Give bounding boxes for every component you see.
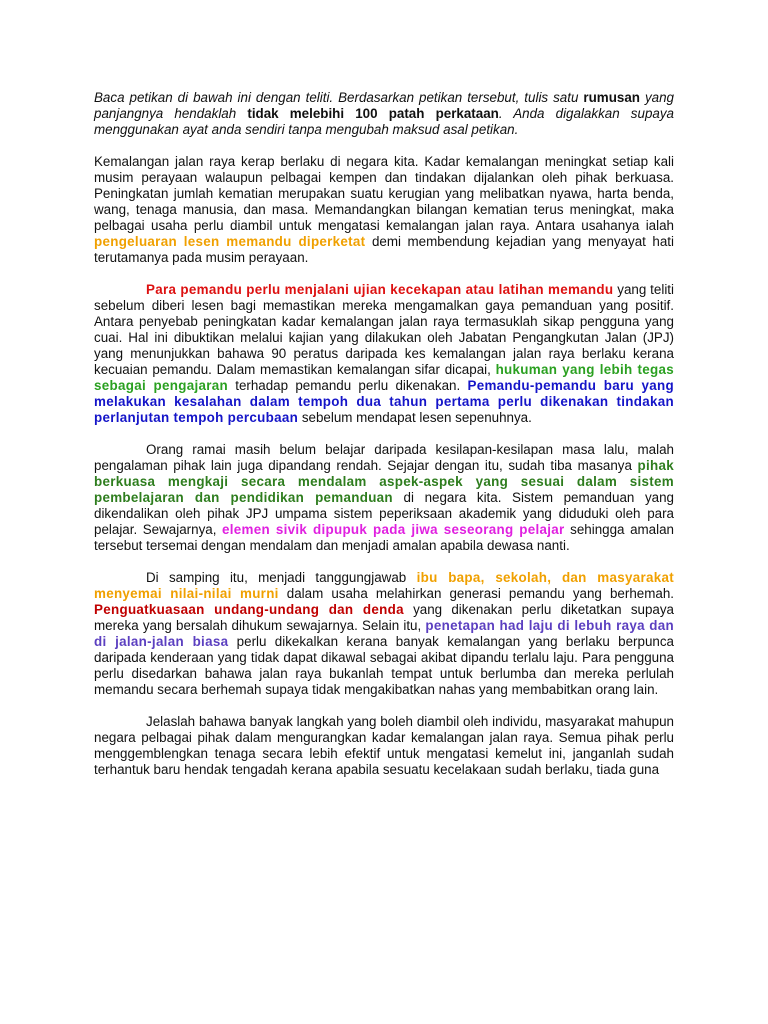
passage-text: Jelaslah bahawa banyak langkah yang boleh diambil oleh individu, masyarakat mahupun negara pelbagai pihak dalam mengurangkan kadar kemalangan jalan raya. Semua pihak perlu menggemblengkan tenaga secara lebih efektif untuk mengatasi kemelut ini, janganlah sudah terhantuk baru hendak tengadah kerana apabila sesuatu kecelakaan sudah berlaku, tiada guna xyxy=(94,714,674,777)
passage-text: sehingga amalan tersebut tersemai dengan mendalam dan menjadi amalan apabila dewasa nanti. xyxy=(94,522,674,553)
instruction-emphasis: tidak melebihi 100 patah perkataan xyxy=(247,106,499,121)
passage-text: dalam usaha melahirkan generasi pemandu yang berhemah. xyxy=(278,586,674,601)
highlighted-key-point: ibu bapa, sekolah, dan masyarakat menyemai nilai-nilai murni xyxy=(94,570,675,601)
passage-text: yang dikenakan perlu diketatkan supaya mereka yang bersalah dihukum sewajarnya. Selain itu, xyxy=(94,602,675,633)
instructions-paragraph xyxy=(94,90,674,138)
highlighted-key-point: pihak berkuasa mengkaji secara mendalam aspek-aspek yang sesuai dalam sistem pembelajaran dan pendidikan pemanduan xyxy=(94,458,674,505)
instruction-text: . Anda digalakkan supaya menggunakan ayat anda sendiri tanpa mengubah maksud asal petikan. xyxy=(94,106,674,137)
passage-text: terhadap pemandu perlu dikenakan. xyxy=(227,378,468,393)
passage-text: Di samping itu, menjadi tanggungjawab xyxy=(146,570,417,585)
passage-paragraph-2 xyxy=(94,282,674,426)
highlighted-key-point: hukuman yang lebih tegas sebagai pengajaran xyxy=(94,362,674,393)
instruction-emphasis: rumusan xyxy=(583,90,640,105)
highlighted-key-point: penetapan had laju di lebuh raya dan di jalan-jalan biasa xyxy=(94,618,675,649)
passage-text: Orang ramai masih belum belajar daripada kesilapan-kesilapan masa lalu, malah pengalaman pihak lain juga dipandang rendah. Sejajar dengan itu, sudah tiba masanya xyxy=(94,442,674,473)
passage-paragraph-3 xyxy=(94,442,674,554)
passage-paragraph-4 xyxy=(94,570,674,698)
instruction-text: yang panjangnya hendaklah xyxy=(94,90,674,121)
highlighted-key-point: Penguatkuasaan undang-undang dan denda xyxy=(94,602,404,617)
passage-text: perlu dikekalkan kerana banyak kemalangan yang berlaku berpunca daripada kenderaan yang tidak dapat dikawal sebagai akibat dipandu terlalu laju. Para pengguna perlu disedarkan bahawa jalan raya bukanlah tempat untuk berlumba dan mereka perlulah memandu secara berhemah supaya tidak mengakibatkan nahas yang membabitkan orang lain. xyxy=(94,634,674,697)
highlighted-key-point: Pemandu-pemandu baru yang melakukan kesalahan dalam tempoh dua tahun pertama perlu dikenakan tindakan perlanjutan tempoh percubaan xyxy=(94,378,674,425)
highlighted-key-point: elemen sivik dipupuk pada jiwa seseorang pelajar xyxy=(222,522,565,537)
passage-text: yang teliti sebelum diberi lesen bagi memastikan mereka mengamalkan gaya pemanduan yang positif. Antara penyebab peningkatan kadar kemalangan jalan raya termasuklah sikap pengguna yang cuai. Hal ini dibuktikan melalui kajian yang dilakukan oleh Jabatan Pengangkutan Jalan (JPJ) yang menunjukkan bahawa 90 peratus daripada kes kemalangan jalan raya berlaku kerana kecuaian pemandu. Dalam memastikan kemalangan sifar dicapai, xyxy=(94,282,674,377)
highlighted-key-point: pengeluaran lesen memandu diperketat xyxy=(94,234,366,249)
highlighted-key-point: Para pemandu perlu menjalani ujian kecekapan atau latihan memandu xyxy=(146,282,614,297)
passage-body xyxy=(94,154,674,778)
passage-paragraph-1 xyxy=(94,154,674,266)
passage-text: Kemalangan jalan raya kerap berlaku di negara kita. Kadar kemalangan meningkat setiap kali musim perayaan walaupun pelbagai kempen dan tindakan dijalankan oleh pihak berkuasa. Peningkatan jumlah kematian merupakan suatu kerugian yang melibatkan nyawa, harta benda, wang, tenaga manusia, dan masa. Memandangkan bilangan kematian terus meningkat, maka pelbagai usaha perlu diambil untuk mengatasi kemalangan jalan raya. Antara usahanya ialah xyxy=(94,154,674,233)
instruction-text: Baca petikan di bawah ini dengan teliti. Berdasarkan petikan tersebut, tulis satu xyxy=(94,90,584,105)
document-page xyxy=(94,90,674,794)
passage-text: demi membendung kejadian yang menyayat hati terutamanya pada musim perayaan. xyxy=(94,234,674,265)
passage-text: di negara kita. Sistem pemanduan yang dikendalikan oleh pihak JPJ umpama sistem peperiksaan akademik yang diduduki oleh para pelajar. Sewajarnya, xyxy=(94,490,674,537)
passage-paragraph-5 xyxy=(94,714,674,778)
passage-text: sebelum mendapat lesen sepenuhnya. xyxy=(298,410,532,425)
